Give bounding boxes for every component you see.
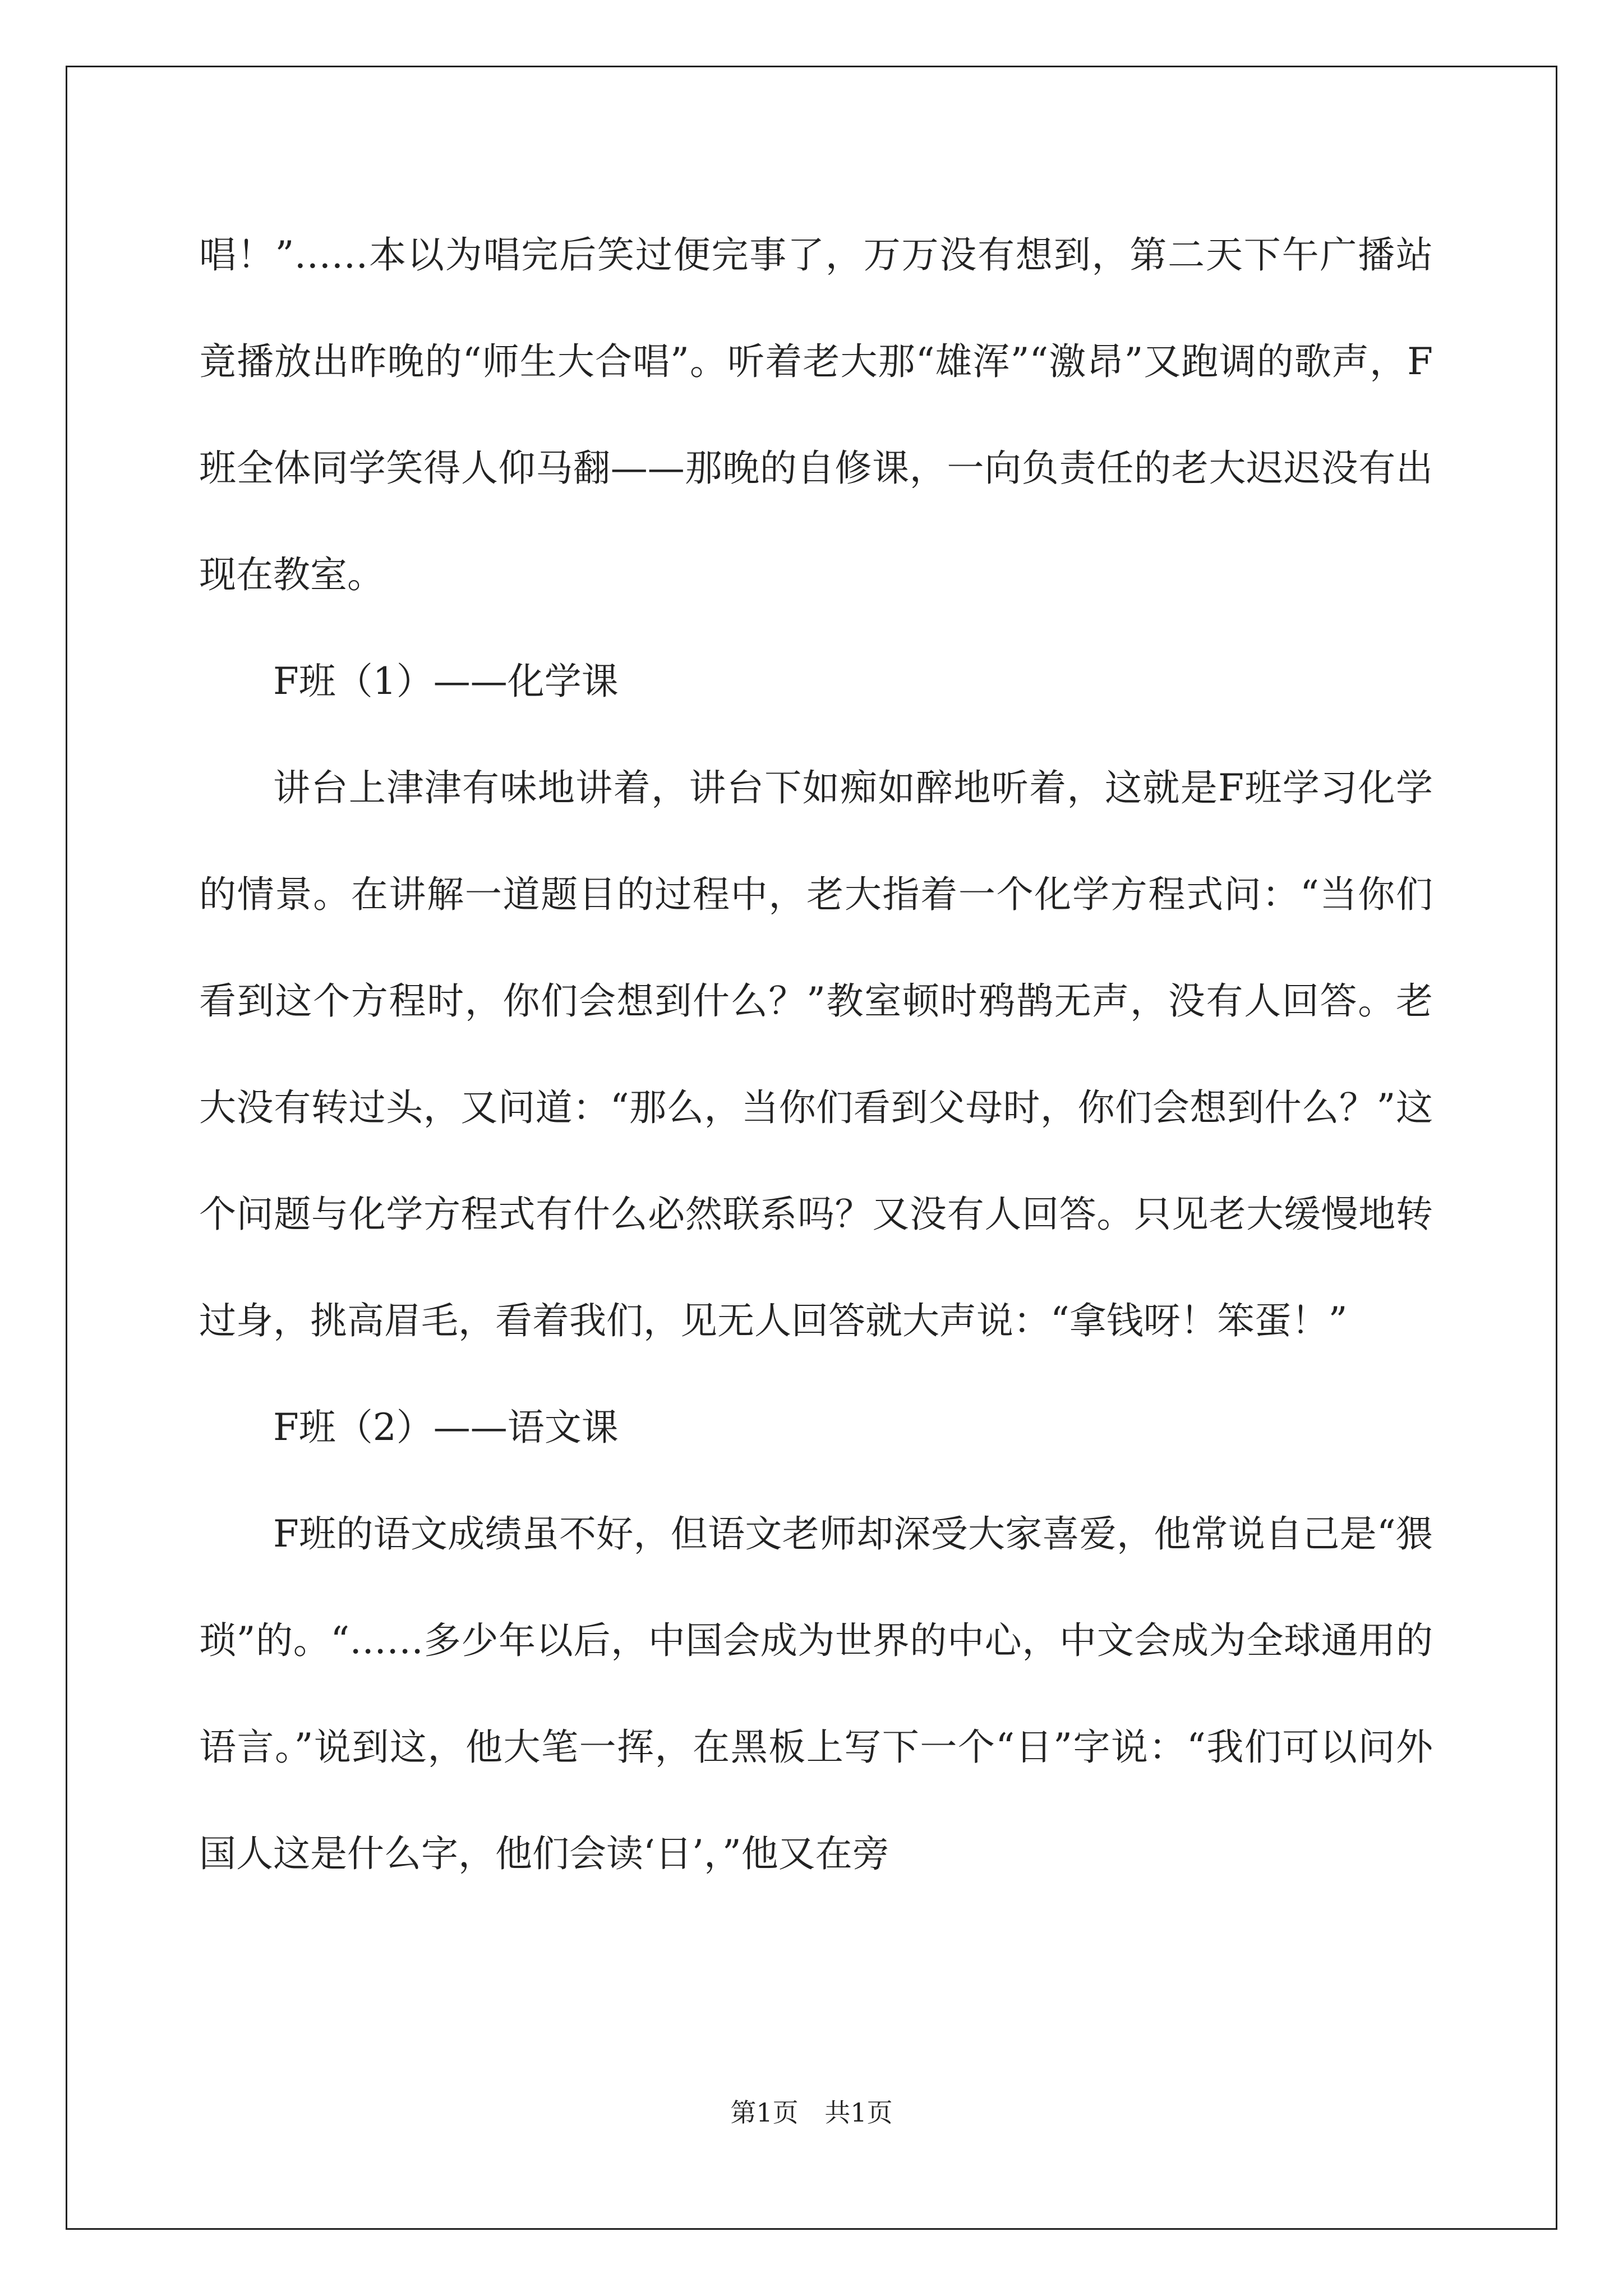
section-heading-chinese: F班（2）——语文课 xyxy=(273,1406,619,1449)
page-footer xyxy=(0,2092,1623,2129)
document-body xyxy=(199,202,1433,1907)
paragraph-chinese: F班的语文成绩虽不好，但语文老师却深受大家喜爱，他常说自己是“猥琐”的。“……多少年以后，中国会成为世界的中心，中文会成为全球通用的语言。”说到这，他大笔一挥，在黑板上写下一个“日”字说：“我们可以问外国人这是什么字，他们会读‘日’，”他又在旁 xyxy=(199,1512,1433,1875)
page-total: 共1页 xyxy=(824,2097,893,2128)
page-number: 第1页 xyxy=(730,2097,799,2128)
paragraph-1: 唱！”……本以为唱完后笑过便完事了，万万没有想到，第二天下午广播站竟播放出昨晚的“师生大合唱”。听着老大那“雄浑”“激昂”又跑调的歌声，F班全体同学笑得人仰马翻——那晚的自修课，一向负责任的老大迟迟没有出现在教室。 xyxy=(199,233,1433,596)
section-heading-chemistry: F班（1）——化学课 xyxy=(273,660,619,703)
paragraph-chemistry: 讲台上津津有味地讲着，讲台下如痴如醉地听着，这就是F班学习化学的情景。在讲解一道题目的过程中，老大指着一个化学方程式问：“当你们看到这个方程时，你们会想到什么？”教室顿时鸦鹊无声，没有人回答。老大没有转过头，又问道：“那么，当你们看到父母时，你们会想到什么？”这个问题与化学方程式有什么必然联系吗？又没有人回答。只见老大缓慢地转过身，挑高眉毛，看着我们，见无人回答就大声说：“拿钱呀！笨蛋！” xyxy=(199,766,1433,1342)
